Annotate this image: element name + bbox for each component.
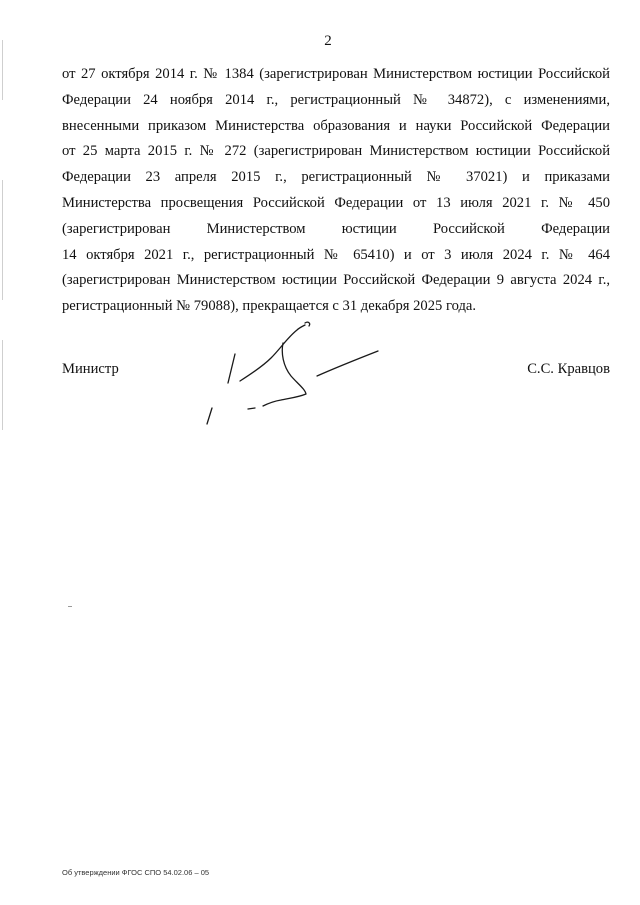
- signer-title: Министр: [62, 361, 119, 377]
- body-line: 14 октября 2021 г., регистрационный № 65410) и от 3 июля 2024 г. № 464: [62, 246, 610, 263]
- scan-margin-mark: [2, 180, 3, 300]
- body-line: от 27 октября 2014 г. № 1384 (зарегистрирован Министерством юстиции Российской: [62, 66, 610, 82]
- body-line: регистрационный № 79088), прекращается с 31 декабря 2025 года.: [62, 298, 477, 315]
- signature-stroke: [207, 408, 212, 424]
- scan-margin-mark: [2, 340, 3, 430]
- signer-name: С.С. Кравцов: [527, 361, 610, 377]
- body-line: от 25 марта 2015 г. № 272 (зарегистрирован Министерством юстиции Российской: [62, 143, 610, 160]
- signature-stroke: [317, 351, 378, 376]
- handwritten-signature: [195, 318, 395, 428]
- signature-stroke: [305, 322, 310, 326]
- body-line: (зарегистрирован Министерством юстиции Российской Федерации: [62, 220, 610, 237]
- signature-stroke: [248, 408, 255, 409]
- body-line: (зарегистрирован Министерством юстиции Российской Федерации 9 августа 2024 г.,: [62, 272, 610, 289]
- body-line: Федерации 23 апреля 2015 г., регистрационный № 37021) и приказами: [62, 169, 610, 186]
- signature-stroke: [263, 343, 306, 406]
- body-line: внесенными приказом Министерства образования и науки Российской Федерации: [62, 117, 610, 134]
- body-line: Федерации 24 ноября 2014 г., регистрационный № 34872), с изменениями,: [62, 91, 610, 108]
- scan-speck: [68, 606, 72, 607]
- footer-note: Об утверждении ФГОС СПО 54.02.06 – 05: [62, 868, 210, 877]
- signature-stroke: [228, 354, 235, 383]
- body-line: Министерства просвещения Российской Федерации от 13 июля 2021 г. № 450: [62, 194, 610, 211]
- signature-stroke: [240, 325, 305, 381]
- body-text: [62, 62, 610, 320]
- page-number: 2: [324, 33, 332, 49]
